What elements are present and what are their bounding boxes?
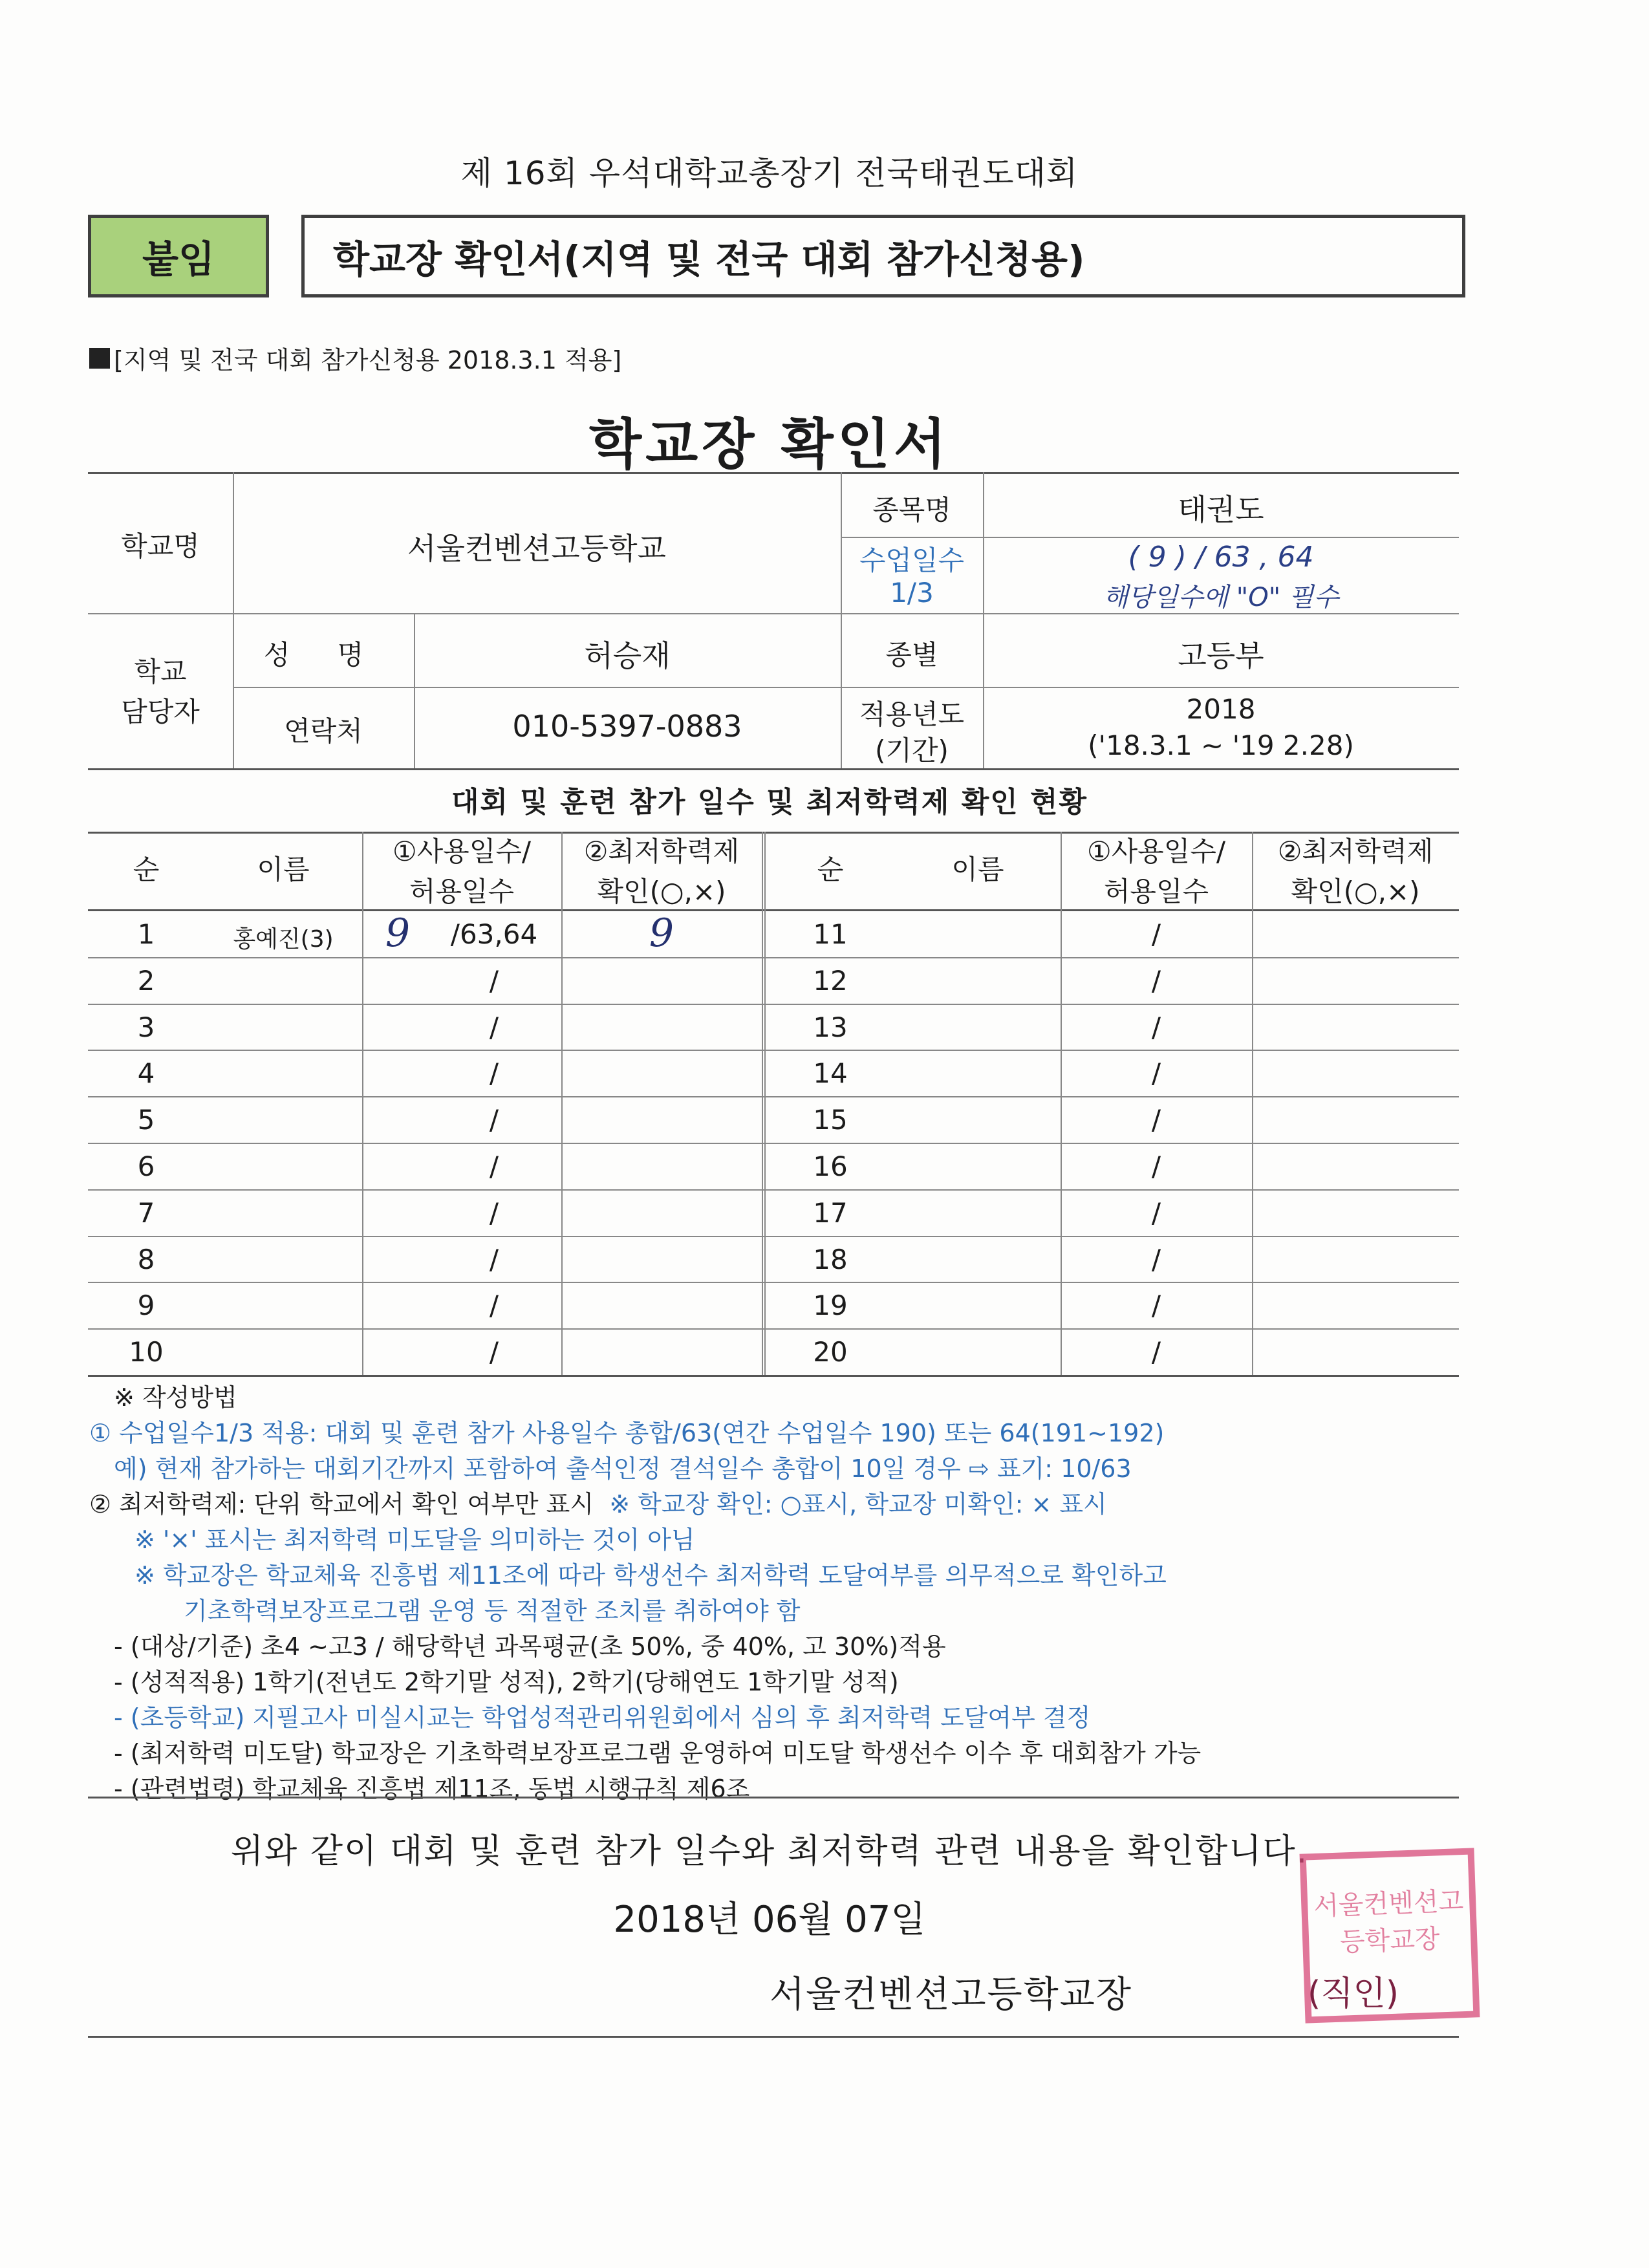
row-allowed-days: / <box>489 965 499 997</box>
row-allowed-days: / <box>489 1150 499 1182</box>
row-allowed-days: / <box>1151 1197 1161 1229</box>
header-days-line1: ①사용일수/ <box>1086 836 1226 867</box>
staff-label-line2: 담당자 <box>121 696 200 728</box>
row-divider <box>88 1282 1459 1283</box>
row-allowed-days: / <box>1151 1150 1161 1182</box>
class-days-label: 수업일수 <box>859 545 965 576</box>
row-seq: 8 <box>137 1244 155 1275</box>
row-allowed-days: /63,64 <box>450 918 538 950</box>
row-seq: 12 <box>813 965 848 997</box>
class-days-fraction: 1/3 <box>890 577 934 609</box>
main-title: 학교장 확인서 <box>588 413 951 476</box>
row-name <box>204 1104 362 1107</box>
division-value: 고등부 <box>1178 638 1264 673</box>
header-days <box>1061 832 1252 912</box>
header-check <box>1252 832 1459 912</box>
seal-mark: (직인) <box>1308 1974 1399 2013</box>
row-divider <box>88 1050 1459 1051</box>
class-days-note: 해당일수에 "O" 필수 <box>1103 583 1339 612</box>
confirmation-statement: 위와 같이 대회 및 훈련 참가 일수와 최저학력 관련 내용을 확인합니다. <box>230 1832 1309 1871</box>
sport-label: 종목명 <box>872 494 951 526</box>
principal-name: 서울컨벤션고등학교장 <box>770 1974 1132 2016</box>
name-value: 허승재 <box>584 638 671 673</box>
header-days-line2: 허용일수 <box>1103 876 1209 907</box>
row-name <box>204 1336 362 1339</box>
row-allowed-days: / <box>1151 918 1161 950</box>
row-allowed-days: / <box>489 1244 499 1275</box>
row-allowed-days: / <box>1151 1057 1161 1089</box>
info-row-divider <box>841 537 1459 538</box>
confirmation-date: 2018년 06월 07일 <box>613 1899 926 1941</box>
instruction-item-1: ① 수업일수1/3 적용: 대회 및 훈련 참가 사용일수 총합/63(연간 수업일수 190) 또는 64(191~192) <box>89 1419 1165 1447</box>
event-title: 제 16회 우석대학교총장기 전국태권도대회 <box>460 155 1079 192</box>
attach-badge: 붙임 <box>88 215 269 297</box>
header-seq: 순 <box>817 854 844 885</box>
confirmation-top-rule <box>88 1797 1459 1798</box>
header-name: 이름 <box>951 854 1004 885</box>
row-name: 홍예진(3) <box>233 926 334 953</box>
year-label-line2: (기간) <box>875 735 949 766</box>
header-days-line2: 허용일수 <box>409 876 515 907</box>
row-name <box>204 1150 362 1153</box>
table-bottom-rule <box>88 1375 1459 1377</box>
division-label: 종별 <box>885 639 938 671</box>
row-allowed-days: / <box>489 1011 499 1043</box>
row-allowed-days: / <box>489 1104 499 1136</box>
row-seq: 15 <box>813 1104 848 1136</box>
official-seal-stamp: 서울컨벤션고등학교장 <box>1300 1848 1480 2023</box>
instruction-note-2: ※ 학교장은 학교체육 진흥법 제11조에 따라 학생선수 최저학력 도달여부를 의무적으로 확인하고 <box>135 1561 1167 1590</box>
col-divider <box>1252 832 1253 1375</box>
instruction-bullet: - (대상/기준) 초4 ~고3 / 해당학년 과목평균(초 50%, 중 40%, 고 30%)적용 <box>114 1632 946 1661</box>
row-divider <box>88 1236 1459 1237</box>
instruction-item-2 <box>89 1487 1486 1522</box>
instruction-bullet: - (초등학교) 지필고사 미실시교는 학업성적관리위원회에서 심의 후 최저학력 도달여부 결정 <box>114 1703 1091 1732</box>
row-divider <box>88 1143 1459 1144</box>
document-subtitle: 학교장 확인서(지역 및 전국 대회 참가신청용) <box>301 215 1465 297</box>
row-allowed-days: / <box>1151 1011 1161 1043</box>
row-name <box>204 1197 362 1200</box>
school-label: 학교명 <box>121 530 200 562</box>
instruction-item-1-example: 예) 현재 참가하는 대회기간까지 포함하여 출석인정 결석일수 총합이 10일 경우 ⇨ 표기: 10/63 <box>114 1454 1132 1483</box>
year-label-line1: 적용년도 <box>859 698 965 730</box>
header-days <box>362 832 561 912</box>
row-allowed-days: / <box>489 1197 499 1229</box>
header-check-line1: ②최저학력제 <box>583 836 740 867</box>
school-name: 서울컨벤션고등학교 <box>407 531 666 566</box>
bottom-rule <box>88 2036 1459 2038</box>
row-seq: 20 <box>813 1336 848 1368</box>
row-check: 9 <box>649 911 674 956</box>
row-seq: 5 <box>137 1104 155 1136</box>
header-check-line1: ②최저학력제 <box>1277 836 1434 867</box>
row-divider <box>88 1328 1459 1330</box>
row-seq: 9 <box>137 1290 155 1321</box>
instruction-bullet: - (최저학력 미도달) 학교장은 기초학력보장프로그램 운영하여 미도달 학생선수 이수 후 대회참가 가능 <box>114 1739 1202 1767</box>
row-seq: 10 <box>129 1336 164 1368</box>
header-check <box>561 832 762 912</box>
notice-text: [지역 및 전국 대회 참가신청용 2018.3.1 적용] <box>114 346 622 374</box>
row-seq: 19 <box>813 1290 848 1321</box>
row-seq: 1 <box>137 918 155 950</box>
row-seq: 13 <box>813 1011 848 1043</box>
row-allowed-days: / <box>1151 1244 1161 1275</box>
row-seq: 18 <box>813 1244 848 1275</box>
section-title: 대회 및 훈련 참가 일수 및 최저학력제 확인 현황 <box>451 786 1088 819</box>
sport-value: 태권도 <box>1178 492 1264 527</box>
row-name <box>204 1244 362 1246</box>
row-allowed-days: / <box>1151 965 1161 997</box>
class-days-value: ( 9 ) / 63 , 64 <box>1128 541 1314 574</box>
header-check-line2: 확인(○,×) <box>597 876 726 907</box>
row-allowed-days: / <box>489 1290 499 1321</box>
row-seq: 7 <box>137 1197 155 1229</box>
row-name <box>204 1057 362 1060</box>
row-allowed-days: / <box>489 1057 499 1089</box>
contact-value: 010-5397-0883 <box>512 709 742 744</box>
header-name: 이름 <box>257 854 310 885</box>
info-table-bottom-rule <box>88 768 1459 770</box>
row-allowed-days: / <box>1151 1104 1161 1136</box>
info-table-top-rule <box>88 472 1459 474</box>
row-seq: 14 <box>813 1057 848 1089</box>
row-seq: 2 <box>137 965 155 997</box>
row-name <box>204 1290 362 1292</box>
instructions-heading: ※ 작성방법 <box>114 1383 237 1412</box>
year-value: 2018 <box>1186 693 1256 725</box>
row-name <box>204 1011 362 1014</box>
staff-label-line1: 학교 <box>134 656 187 687</box>
header-days-line1: ①사용일수/ <box>392 836 532 867</box>
row-divider <box>88 957 1459 958</box>
row-seq: 6 <box>137 1150 155 1182</box>
notice-line <box>89 340 621 376</box>
instruction-note-2-cont: 기초학력보장프로그램 운영 등 적절한 조치를 취하여야 함 <box>184 1597 801 1625</box>
year-period: ('18.3.1 ~ '19 2.28) <box>1088 729 1354 761</box>
row-allowed-days: / <box>1151 1290 1161 1321</box>
row-allowed-days: / <box>1151 1336 1161 1368</box>
contact-label: 연락처 <box>284 715 363 747</box>
instruction-item-2-text: ② 최저학력제: 단위 학교에서 확인 여부만 표시 <box>89 1490 594 1518</box>
row-name <box>204 965 362 967</box>
instruction-bullet: - (성적적용) 1학기(전년도 2학기말 성적), 2학기(당해연도 1학기말 성적) <box>114 1668 899 1696</box>
instructions <box>89 1380 1486 1807</box>
instruction-note-1: ※ '×' 표시는 최저학력 미도달을 의미하는 것이 아님 <box>135 1526 695 1554</box>
row-used-days: 9 <box>385 911 411 956</box>
header-seq: 순 <box>133 854 160 885</box>
row-seq: 3 <box>137 1011 155 1043</box>
row-allowed-days: / <box>489 1336 499 1368</box>
instruction-item-2-highlight: ※ 학교장 확인: ○표시, 학교장 미확인: × 표시 <box>609 1490 1107 1518</box>
row-seq: 17 <box>813 1197 848 1229</box>
square-bullet-icon <box>89 348 110 369</box>
header-check-line2: 확인(○,×) <box>1291 876 1420 907</box>
row-seq: 16 <box>813 1150 848 1182</box>
info-row-divider <box>233 687 1459 688</box>
row-divider <box>88 1096 1459 1097</box>
row-seq: 11 <box>813 918 848 950</box>
row-divider <box>88 1189 1459 1191</box>
row-divider <box>88 1004 1459 1005</box>
row-seq: 4 <box>137 1057 155 1089</box>
instruction-bullet: - (관련법령) 학교체육 진흥법 제11조, 동법 시행규칙 제6조 <box>114 1775 750 1803</box>
name-label: 성 명 <box>263 639 383 671</box>
